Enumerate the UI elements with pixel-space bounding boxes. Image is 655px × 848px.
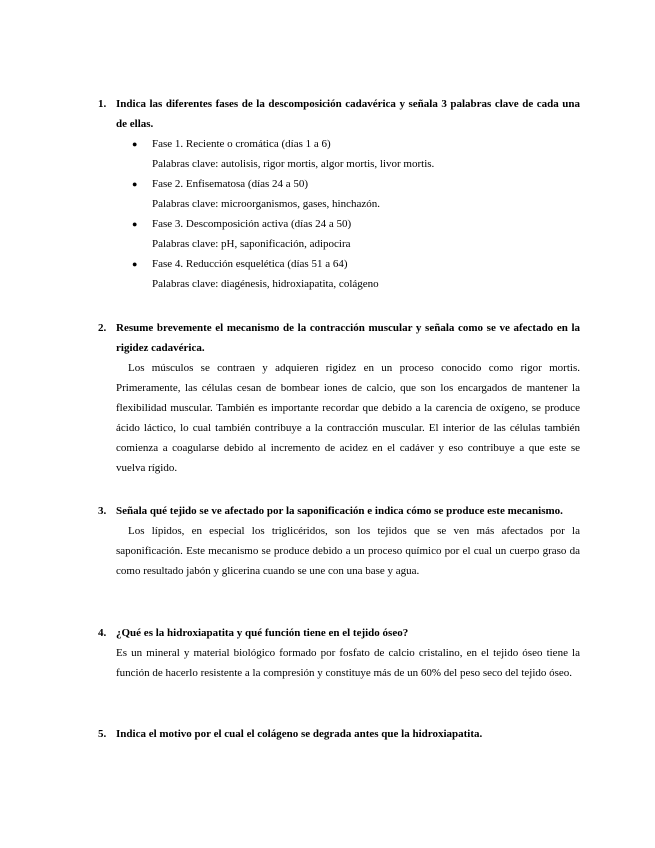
question-4-heading — [98, 623, 580, 643]
phase-keywords: Palabras clave: diagénesis, hidroxiapatita, colágeno — [152, 278, 379, 290]
answer-text: Los lípidos, en especial los triglicéridos, son los tejidos que se ven más afectados por la saponificación. Este mecanismo se produce debido a un proceso químico por el cual un cuerpo graso da como resultado jabón y glicerina cuando se une con una base y agua. — [116, 525, 580, 577]
question-number: 2. — [98, 322, 107, 334]
phase-name: Fase 1. Reciente o cromática (días 1 a 6) — [152, 138, 331, 150]
bullet-icon: ● — [132, 259, 138, 269]
answer-text: Los músculos se contraen y adquieren rigidez en un proceso conocido como rigor mortis. Primeramente, las células cesan de bombear iones de calcio, que son los encargados de mantener la flexibilidad muscular. También es importante recordar que debido a la carencia de oxígeno, se produce ácido láctico, lo cual también contribuye a la contracción muscular. El interior de las células también comienza a coagularse debido al incremento de acidez en el cadáver y eso contribuye a que este se vuelva rígido. — [116, 362, 580, 474]
question-title: Resume brevemente el mecanismo de la contracción muscular y señala como se ve afectado en la rigidez cadavérica. — [116, 322, 580, 354]
bullet-icon: ● — [132, 139, 138, 149]
answer-text: Es un mineral y material biológico formado por fosfato de calcio cristalino, en el tejido óseo tiene la función de hacerlo resistente a la compresión y constituye más de un 60% del peso seco del tejido óseo. — [116, 647, 580, 679]
phase-name: Fase 4. Reducción esquelética (días 51 a 64) — [152, 258, 348, 270]
phase-list — [116, 134, 580, 294]
bullet-icon: ● — [132, 219, 138, 229]
phase-name: Fase 3. Descomposición activa (días 24 a 50) — [152, 218, 352, 230]
phase-keywords: Palabras clave: pH, saponificación, adipocira — [152, 238, 351, 250]
question-2-heading — [98, 318, 580, 358]
phase-keywords: Palabras clave: microorganismos, gases, hinchazón. — [152, 198, 380, 210]
list-item — [132, 134, 580, 174]
question-number: 5. — [98, 728, 107, 740]
phase-keywords: Palabras clave: autolisis, rigor mortis, algor mortis, livor mortis. — [152, 158, 435, 170]
question-title: ¿Qué es la hidroxiapatita y qué función tiene en el tejido óseo? — [116, 627, 409, 639]
question-5-heading — [98, 724, 580, 744]
list-item — [132, 214, 580, 254]
question-5 — [98, 724, 580, 744]
question-3 — [98, 501, 580, 581]
list-item — [132, 174, 580, 214]
question-title: Indica el motivo por el cual el colágeno se degrada antes que la hidroxiapatita. — [116, 728, 483, 740]
question-title: Señala qué tejido se ve afectado por la saponificación e indica cómo se produce este mecanismo. — [116, 505, 563, 517]
question-3-heading — [98, 501, 580, 521]
question-2 — [98, 318, 580, 478]
question-title: Indica las diferentes fases de la descomposición cadavérica y señala 3 palabras clave de cada una de ellas. — [116, 98, 580, 130]
question-number: 3. — [98, 505, 107, 517]
phase-name: Fase 2. Enfisematosa (días 24 a 50) — [152, 178, 309, 190]
question-number: 4. — [98, 627, 107, 639]
question-1-heading — [98, 94, 580, 134]
question-4 — [98, 623, 580, 683]
question-1 — [98, 94, 580, 294]
question-number: 1. — [98, 98, 107, 110]
bullet-icon: ● — [132, 179, 138, 189]
list-item — [132, 254, 580, 294]
